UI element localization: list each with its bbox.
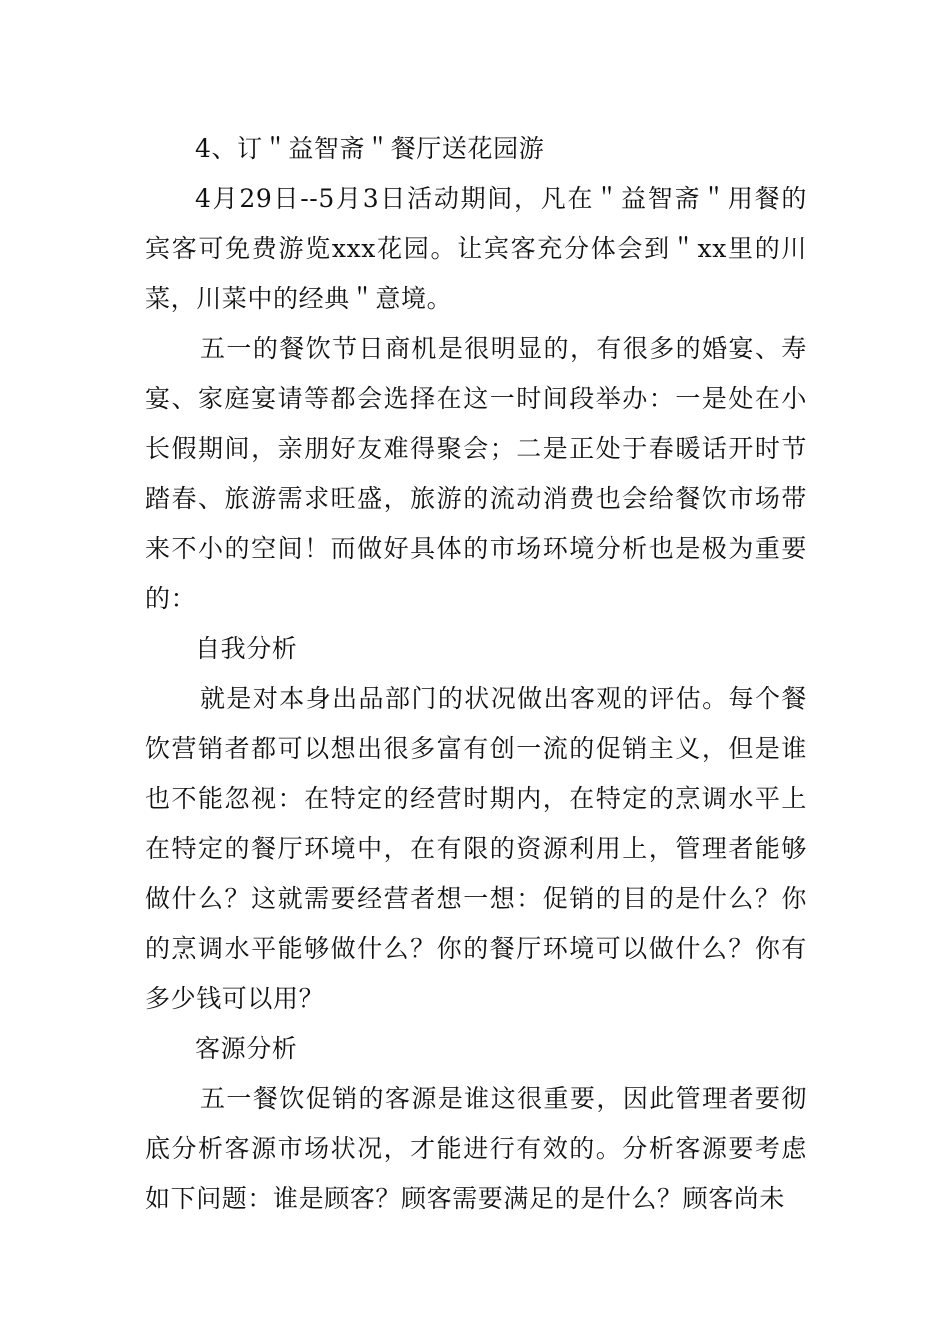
section-heading-self-analysis: 自我分析 (195, 634, 298, 663)
document-body (145, 124, 807, 1224)
section-heading-promotion: 4、订＂益智斋＂餐厅送花园游 (195, 134, 545, 163)
paragraph-self-analysis: 就是对本身出品部门的状况做出客观的评估。每个餐饮营销者都可以想出很多富有创一流的促销主义，但是谁也不能忽视：在特定的经营时期内，在特定的烹调水平上在特定的餐厅环境中，在有限的资源利用上，管理者能够做什么？这就需要经营者想一想：促销的目的是什么？你的烹调水平能够做什么？你的餐厅环境可以做什么？你有多少钱可以用？ (145, 684, 807, 1013)
paragraph-activity-period: 4月29日--5月3日活动期间，凡在＂益智斋＂用餐的宾客可免费游览xxx花园。让宾客充分体会到＂xx里的川菜，川菜中的经典＂意境。 (145, 184, 807, 313)
section-heading-customer-analysis: 客源分析 (195, 1034, 298, 1063)
paragraph-market-opportunity: 五一的餐饮节日商机是很明显的，有很多的婚宴、寿宴、家庭宴请等都会选择在这一时间段举办：一是处在小长假期间，亲朋好友难得聚会；二是正处于春暖话开时节踏春、旅游需求旺盛，旅游的流动消费也会给餐饮市场带来不小的空间！而做好具体的市场环境分析也是极为重要的： (145, 334, 807, 613)
paragraph-customer-analysis: 五一餐饮促销的客源是谁这很重要，因此管理者要彻底分析客源市场状况，才能进行有效的。分析客源要考虑如下问题：谁是顾客？顾客需要满足的是什么？顾客尚未 (145, 1084, 807, 1213)
